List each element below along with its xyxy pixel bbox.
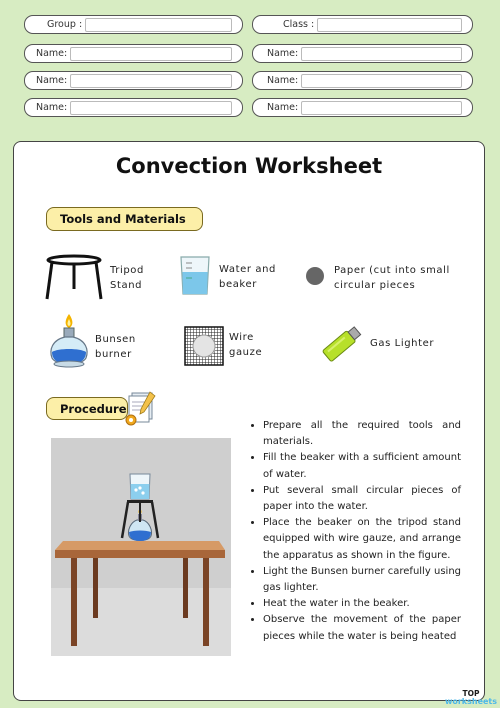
name-input[interactable] bbox=[70, 74, 232, 88]
tool-label-bunsen: Bunsen burner bbox=[95, 334, 136, 360]
name-field-5[interactable] bbox=[24, 98, 243, 117]
procedure-heading: Procedure bbox=[46, 397, 128, 420]
tripod-stand-icon bbox=[44, 254, 104, 302]
worksheet-title: Convection Worksheet bbox=[115, 154, 383, 178]
procedure-step: • Put several small circular pieces of paper into the water. bbox=[263, 483, 461, 515]
experiment-illustration bbox=[51, 438, 231, 656]
procedure-step: • Prepare all the required tools and materials. bbox=[263, 418, 461, 450]
tool-label-paper: Paper (cut into small circular pieces bbox=[334, 265, 450, 291]
procedure-step: • Fill the beaker with a sufficient amount of water. bbox=[263, 450, 461, 482]
paper-circle-icon bbox=[305, 266, 325, 286]
name-label: Name: bbox=[36, 102, 68, 113]
procedure-step: • Place the beaker on the tripod stand equipped with wire gauze, and arrange the apparatus as shown in the figure. bbox=[263, 515, 461, 564]
wire-gauze-icon bbox=[184, 326, 224, 366]
group-field[interactable] bbox=[24, 15, 243, 34]
tool-label-water-beaker: Water and beaker bbox=[219, 264, 276, 290]
name-label: Name: bbox=[36, 75, 68, 86]
procedure-step: • Heat the water in the beaker. bbox=[263, 596, 461, 612]
brand-logo bbox=[445, 690, 497, 706]
name-field-1[interactable] bbox=[24, 44, 243, 63]
name-input[interactable] bbox=[301, 47, 462, 61]
name-label: Name: bbox=[267, 102, 299, 113]
worksheet-card bbox=[13, 141, 485, 701]
name-input[interactable] bbox=[301, 74, 462, 88]
document-gear-icon bbox=[122, 390, 160, 428]
procedure-step: • Light the Bunsen burner carefully using gas lighter. bbox=[263, 564, 461, 596]
class-input[interactable] bbox=[317, 18, 462, 32]
name-input[interactable] bbox=[70, 101, 232, 115]
name-label: Name: bbox=[267, 75, 299, 86]
class-field[interactable] bbox=[252, 15, 473, 34]
bunsen-burner-icon bbox=[48, 312, 90, 368]
name-input[interactable] bbox=[70, 47, 232, 61]
name-field-3[interactable] bbox=[24, 71, 243, 90]
name-input[interactable] bbox=[301, 101, 462, 115]
name-label: Name: bbox=[267, 48, 299, 59]
procedure-list bbox=[247, 418, 461, 645]
group-label: Group : bbox=[47, 19, 83, 30]
tool-label-gas-lighter: Gas Lighter bbox=[370, 338, 435, 349]
name-field-4[interactable] bbox=[252, 71, 473, 90]
gas-lighter-icon bbox=[317, 322, 367, 368]
tools-heading: Tools and Materials bbox=[46, 207, 203, 231]
name-field-2[interactable] bbox=[252, 44, 473, 63]
name-label: Name: bbox=[36, 48, 68, 59]
procedure-step: • Observe the movement of the paper pieces while the water is being heated bbox=[263, 612, 461, 644]
tool-label-wire-gauze: Wire gauze bbox=[229, 332, 263, 358]
water-beaker-icon bbox=[178, 254, 212, 296]
tool-label-tripod: Tripod Stand bbox=[110, 265, 144, 291]
class-label: Class : bbox=[283, 19, 315, 30]
group-input[interactable] bbox=[85, 18, 232, 32]
name-field-6[interactable] bbox=[252, 98, 473, 117]
brand-line-1: TOP bbox=[462, 689, 480, 698]
brand-line-2: worksheets bbox=[444, 697, 497, 706]
